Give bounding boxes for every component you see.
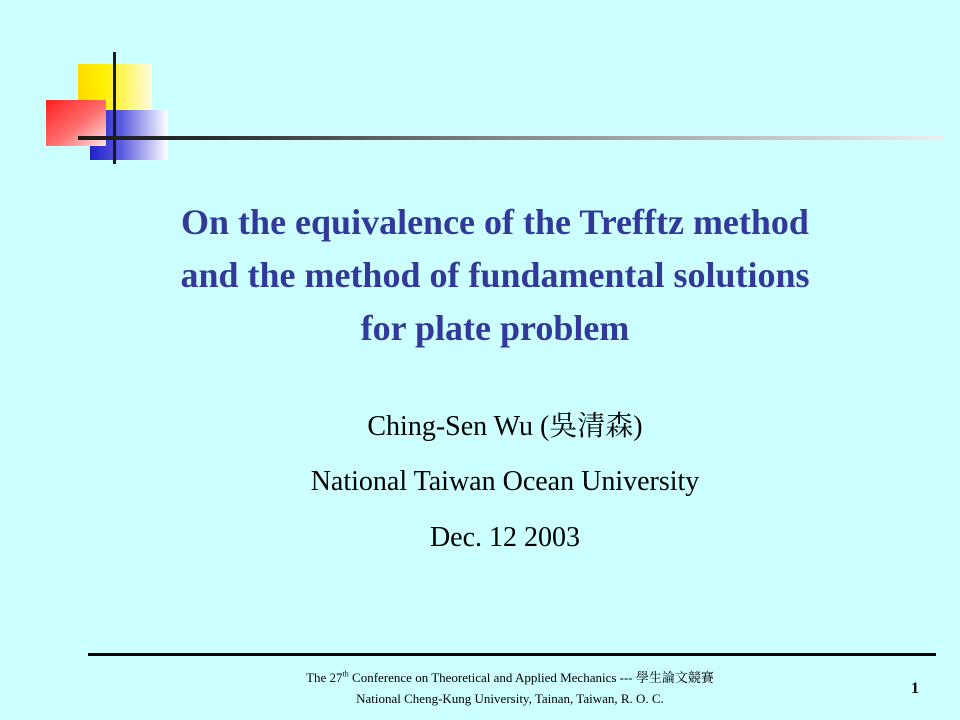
title-line-1: On the equivalence of the Trefftz method [181,202,809,242]
footer-conf-prefix: The 27 [306,670,343,685]
footer-text [150,667,870,709]
author-name-chinese: 吳清森 [549,409,634,442]
author-name-latin: Ching-Sen Wu ( [367,411,550,442]
title-line-3: for plate problem [360,308,630,348]
title-line-2: and the method of fundamental solutions [180,255,810,295]
footer-conference-line [150,667,870,688]
footer-conf-rest: Conference on Theoretical and Applied Mechanics --- 學生論文競賽 [348,670,714,685]
slide-number: 1 [911,680,919,697]
presentation-date: Dec. 12 2003 [429,522,581,553]
author-name-close: ) [633,411,643,442]
slide-title [60,196,930,355]
author-name [60,404,950,444]
footer-conf-superscript: th [342,669,349,679]
vertical-rule-decoration [113,52,116,164]
author-affiliation: National Taiwan Ocean University [310,466,700,497]
header-rule [78,136,944,140]
footer-rule [88,653,936,656]
footer-venue-line: National Cheng-Kung University, Tainan, Taiwan, R. O. C. [356,691,664,706]
